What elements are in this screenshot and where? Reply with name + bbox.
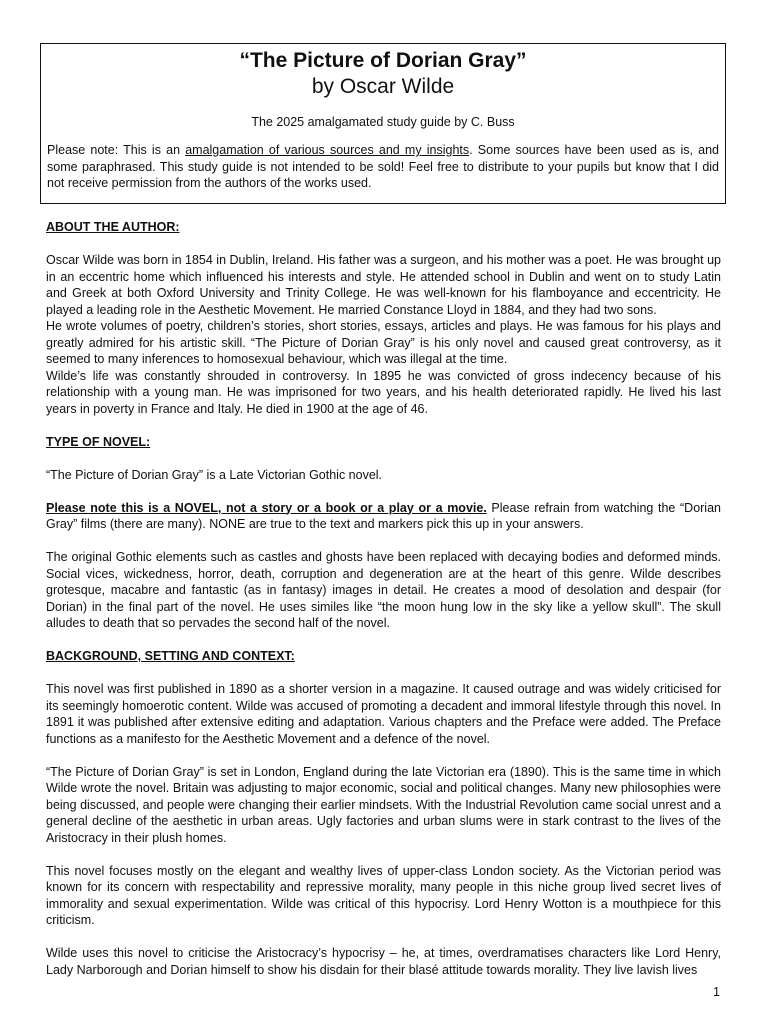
about-paragraph-1: Oscar Wilde was born in 1854 in Dublin, Ireland. His father was a surgeon, and his mother was a poet. He was brought up in an eccentric home which influenced his interests and style. He attended school in Dublin and went on to study Latin and Greek at both Oxford University and Trinity College. He was well-known for his flamboyance and eccentricity. He played a leading role in the Aesthetic Movement. He married Constance Lloyd in 1884, and they had two sons. [46,253,721,317]
note-suffix: . Some sources have been used as is, and some paraphrased. This study guide is not intended to be sold! Feel free to distribute to your pupils but know that I did not receive permission from the authors of the works used. [47,143,719,190]
section-heading-background: BACKGROUND, SETTING AND CONTEXT: [46,649,295,663]
page-number: 1 [713,985,720,999]
about-paragraph-3: Wilde’s life was constantly shrouded in controversy. In 1895 he was convicted of gross indecency because of his relationship with a young man. He was imprisoned for two years, and his health deteriorated rapidly. He lived his last years in poverty in France and Italy. He died in 1900 at the age of 46. [46,368,721,416]
title-box [40,43,726,204]
document-title: “The Picture of Dorian Gray” [239,49,527,72]
note-underlined: amalgamation of various sources and my insights [185,143,470,157]
type-paragraph-3: The original Gothic elements such as castles and ghosts have been replaced with decaying bodies and deformed minds. Social vices, wickedness, horror, death, corruption and degeneration are at the heart of this genre. Wilde describes grotesque, macabre and fantastic (as in fantasy) images in detail. He creates a mood of desolation and despair (for Dorian) in the final part of the novel. He uses similes like “the moon hung low in the sky like a yellow skull”. The skull alludes to death that so pervades the second half of the novel. [46,550,721,630]
background-paragraph-4: Wilde uses this novel to criticise the Aristocracy’s hypocrisy – he, at times, overdramatises characters like Lord Henry, Lady Narborough and Dorian himself to show his disdain for their blasé attitude towards morality. They live lavish lives [46,946,721,977]
type-paragraph-2 [46,500,721,533]
background-paragraph-3: This novel focuses mostly on the elegant and wealthy lives of upper-class London society. As the Victorian period was known for its concern with respectability and repressive morality, many people in this niche group lived secret lives of immorality and sexual experimentation. Wilde was critical of this hypocrisy. Lord Henry Wotton is a mouthpiece for this criticism. [46,863,721,927]
document-author: by Oscar Wilde [311,75,455,98]
note-prefix: Please note: This is an [47,143,186,157]
type-paragraph-2-rest: Please refrain from watching the “Dorian Gray” films (there are many). NONE are true to the text and markers pick this up in your answers. [46,500,721,531]
background-paragraph-2: “The Picture of Dorian Gray” is set in London, England during the late Victorian era (1890). This is the same time in which Wilde wrote the novel. Britain was adjusting to major economic, social and political changes. Many new philosophies were being discussed, and people were changing their earlier mindsets. With the Industrial Revolution came social unrest and a general decline of the aesthetic in urban areas. Ugly factories and urban slums were in stark contrast to the lives of the Aristocracy in their plush homes. [46,764,721,845]
section-heading-about: ABOUT THE AUTHOR: [46,220,180,234]
disclaimer-note [47,142,719,192]
document-body [46,219,721,978]
section-heading-type: TYPE OF NOVEL: [46,434,151,449]
guide-attribution: The 2025 amalgamated study guide by C. Buss [251,115,515,129]
type-paragraph-1: “The Picture of Dorian Gray” is a Late Victorian Gothic novel. [46,467,383,482]
background-paragraph-1: This novel was first published in 1890 as a shorter version in a magazine. It caused outrage and was widely criticised for its seemingly homoerotic content. Wilde was accused of promoting a decadent and immoral lifestyle through this novel. In 1891 it was published after extensive editing and adaptation. Various chapters and the Preface were added. The Preface functions as a manifesto for the Aesthetic Movement and a defence of the novel. [46,682,721,746]
about-paragraph-2: He wrote volumes of poetry, children’s stories, short stories, essays, articles and plays. He was famous for his plays and greatly admired for his artistic skill. “The Picture of Dorian Gray” is his only novel and caused great controversy, as it seemed to many inferences to homosexual behaviour, which was illegal at the time. [46,319,721,366]
novel-warning: Please note this is a NOVEL, not a story or a book or a play or a movie. [46,500,487,515]
